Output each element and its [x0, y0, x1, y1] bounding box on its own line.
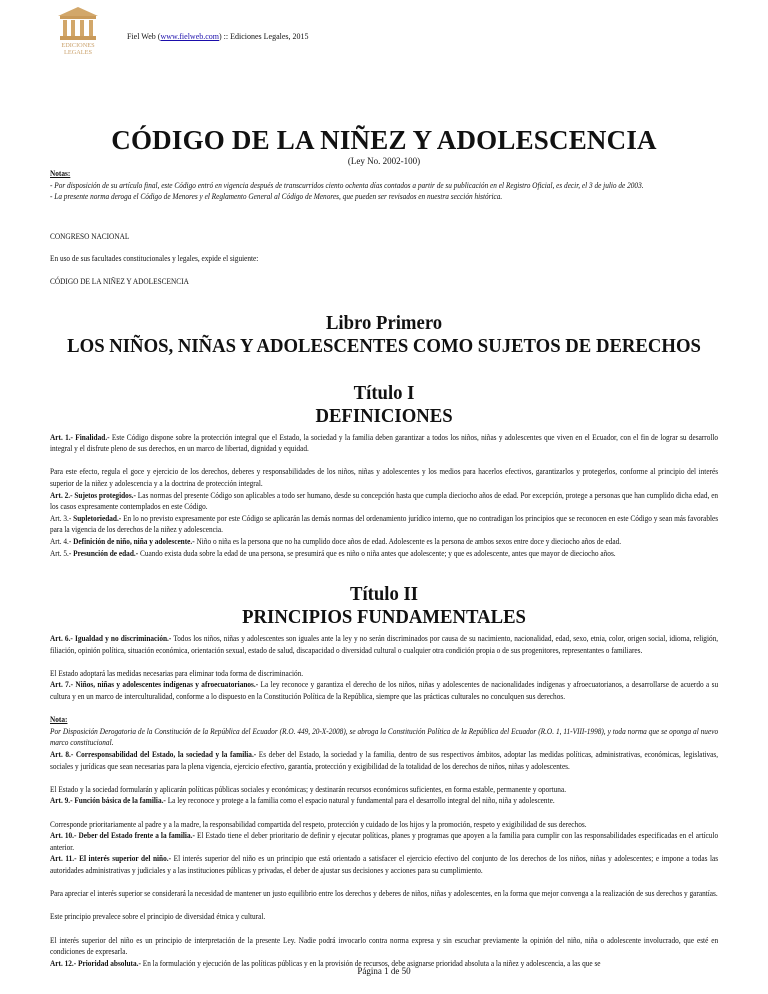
statement-line: CÓDIGO DE LA NIÑEZ Y ADOLESCENCIA — [50, 275, 189, 286]
document-body — [50, 168, 718, 969]
article-text: Las normas del presente Código son aplicables a todo ser humano, desde su concepción hasta que cumpla dieciocho años de edad. Por excepción, protege a personas que han cumplido dicha edad, en los casos expresamente contemplados en este Código. — [50, 489, 719, 512]
article-paragraph — [50, 432, 718, 455]
article-paragraph — [50, 513, 718, 536]
article-paragraph — [50, 466, 718, 489]
note-label: Nota: — [50, 714, 68, 725]
document-subtitle: (Ley No. 2002-100) — [347, 156, 421, 166]
svg-text:LEGALES: LEGALES — [64, 49, 92, 56]
article-text: Para este efecto, regula el goce y ejercicio de los derechos, deberes y responsabilidades de los niños, niñas y adolescentes y los medios para hacerlos efectivos, garantizarlos y protegerlos, conforme al principio del interés superior de la niñez y adolescencia y a la doctrina de protección integral. — [50, 466, 719, 488]
article-heading: Definición de niño, niña y adolescente.- — [73, 535, 195, 546]
article-text: Todos los niños, niñas y adolescentes son iguales ante la ley y no serán discriminados por causa de su nacimiento, nacionalidad, edad, sexo, etnia, color, origen social, idioma, religión, filiación, opinión política, situación económica, orientación sexual, estado de salud, discapacidad o diversidad cultural o cualquier otra condición propia o de sus progenitores, representantes o familiares. — [50, 633, 719, 655]
article-heading: Art. 7.- Niños, niñas y adolescentes indígenas y afroecuatorianos.- — [50, 679, 259, 690]
article-heading: Art. 9.- Función básica de la familia.- — [50, 795, 166, 806]
note-label: Notas: — [50, 168, 71, 178]
note-text: - La presente norma deroga el Código de Menores y el Reglamento General al Código de Menores, que pueden ser revisados en nuestra sección histórica. — [50, 191, 503, 202]
article-paragraph — [50, 911, 718, 923]
section-heading — [50, 312, 718, 358]
header-prefix: Fiel Web ( — [127, 32, 161, 41]
article-heading: Art. 8.- Corresponsabilidad del Estado, la sociedad y la familia.- — [50, 749, 257, 760]
article-heading: Art. 1.- Finalidad.- — [50, 431, 110, 442]
document-title: CÓDIGO DE LA NIÑEZ Y ADOLESCENCIA — [111, 125, 657, 155]
page-number: Página 1 de 50 — [357, 966, 411, 976]
article-text: El interés superior del niño es un principio que está orientado a satisfacer el ejercicio efectivo del conjunto de los derechos de los niños, niñas y adolescentes; e impone a todas las autoridades administrativas y judiciales y a las instituciones públicas y privadas, el deber de ajustar sus decisiones y acciones para su cumplimiento. — [50, 853, 719, 875]
header-suffix: ) :: Ediciones Legales, 2015 — [219, 32, 309, 41]
article-paragraph — [50, 548, 718, 560]
ediciones-legales-logo — [54, 4, 102, 56]
note-text: - Por disposición de su artículo final, este Código entró en vigencia después de transcurridos ciento ochenta días contados a partir de su publicación en el Registro Oficial, es decir, el 3 de julio de 2003. — [50, 179, 644, 190]
heading-line: Libro Primero — [325, 311, 443, 334]
article-paragraph — [50, 935, 718, 958]
article-text: El interés superior del niño es un principio de interpretación de la presente Ley. Nadie podrá invocarlo contra norma expresa y sin escuchar previamente la opinión del niño, niña o adolescente involucrado, que esté en condiciones de expresarla. — [50, 934, 719, 957]
article-text: Niño o niña es la persona que no ha cumplido doce años de edad. Adolescente es la persona de ambos sexos entre doce y dieciocho años de edad. — [194, 535, 622, 546]
article-text: Corresponde prioritariamente al padre y a la madre, la responsabilidad compartida del respeto, protección y cuidado de los hijos y la promoción, respeto y exigibilidad de sus derechos. — [50, 818, 587, 829]
article-text: Este Código dispone sobre la protección integral que el Estado, la sociedad y la familia deben garantizar a todos los niños, niñas y adolescentes que viven en el Ecuador, con el fin de lograr su desarrollo integral y el disfrute pleno de sus derechos, en un marco de libertad, dignidad y equidad. — [50, 431, 719, 454]
article-paragraph — [50, 784, 718, 796]
section-heading — [50, 583, 718, 629]
article-heading: Art. 12.- Prioridad absoluta.- — [50, 957, 141, 968]
article-paragraph — [50, 830, 718, 853]
heading-line: Título I — [353, 381, 415, 404]
heading-line: DEFINICIONES — [315, 404, 453, 427]
article-paragraph — [50, 795, 718, 807]
svg-text:EDICIONES: EDICIONES — [61, 42, 95, 49]
article-heading: Art. 6.- Igualdad y no discriminación.- — [50, 633, 172, 644]
article-number: Art. 5.- — [50, 547, 74, 558]
article-heading: Art. 2.- Sujetos protegidos.- — [50, 489, 136, 500]
article-paragraph — [50, 853, 718, 876]
article-heading: Art. 10.- Deber del Estado frente a la familia.- — [50, 830, 195, 841]
article-paragraph — [50, 679, 718, 702]
article-text: Es deber del Estado, la sociedad y la familia, dentro de sus respectivos ámbitos, adoptar las medidas políticas, administrativas, económicas, legislativas, sociales y jurídicas que sean necesarias para la plena vigencia, ejercicio efectivo, garantía, protección y exigibilidad de la totalidad de los derechos de niños, niñas y adolescentes. — [50, 749, 719, 771]
article-text: Para apreciar el interés superior se considerará la necesidad de mantener un justo equilibrio entre los derechos y deberes de niños, niñas y adolescentes, en la forma que mejor convenga a la realización de sus derechos y garantías. — [50, 888, 718, 899]
page-header — [127, 32, 309, 41]
fielweb-link[interactable]: www.fielweb.com — [160, 32, 220, 41]
heading-line: Título II — [350, 583, 419, 606]
article-paragraph — [50, 888, 718, 900]
article-text: Este principio prevalece sobre el principio de diversidad étnica y cultural. — [50, 911, 266, 922]
article-text: La ley reconoce y garantiza el derecho de los niños, niñas y adolescentes de nacionalidades indígenas y afroecuatorianos, a desarrollarse de acuerdo a su cultura y en un marco de interculturalidad, conforme a lo dispuesto en la Constitución Política de la República, siempre que las prácticas culturales no conculquen sus derechos. — [50, 679, 719, 702]
note-text: Por Disposición Derogatoria de la Constitución de la República del Ecuador (R.O. 449, 20-X-2008), se abroga la Constitución Política de la República del Ecuador (R.O. 1, 11-VIII-1998), y toda norma que se oponga al nuevo marco constitucional. — [50, 725, 719, 748]
article-text: En lo no previsto expresamente por este Código se aplicarán las demás normas del ordenamiento jurídico interno, que no contradigan los principios que se reconocen en este Código y sean más favorables para la vigencia de los derechos de la niñez y adolescencia. — [50, 512, 719, 535]
article-text: El Estado adoptará las medidas necesarias para eliminar toda forma de discriminación. — [50, 667, 304, 678]
article-paragraph — [50, 490, 718, 513]
article-heading: Art. 11.- El interés superior del niño.- — [50, 853, 172, 864]
article-text: El Estado y la sociedad formularán y aplicarán políticas públicas sociales y económicas; y destinarán recursos económicos suficientes, en forma estable, permanente y oportuna. — [50, 783, 567, 794]
article-heading: Presunción de edad.- — [73, 547, 139, 558]
article-paragraph — [50, 819, 718, 831]
article-number: Art. 4.- — [50, 535, 74, 546]
statement-line: En uso de sus facultades constitucionales y legales, expide el siguiente: — [50, 253, 259, 264]
article-paragraph — [50, 749, 718, 772]
article-text: El Estado tiene el deber prioritario de definir y ejecutar políticas, planes y programas que apoyen a la familia para cumplir con las responsabilidades especificadas en el artículo anterior. — [50, 830, 719, 852]
article-text: Cuando exista duda sobre la edad de una persona, se presumirá que es niño o niña antes que adolescente; y que es adolescente, antes que mayor de dieciocho años. — [138, 547, 616, 558]
article-paragraph — [50, 668, 718, 680]
article-text: En la formulación y ejecución de las políticas públicas y en la provisión de recursos, debe asignarse prioridad absoluta a la niñez y adolescencia, a las que se — [140, 957, 601, 968]
article-heading: Supletoriedad.- — [73, 512, 122, 523]
article-paragraph — [50, 536, 718, 548]
section-heading — [50, 382, 718, 428]
heading-line: PRINCIPIOS FUNDAMENTALES — [242, 606, 526, 629]
heading-line: LOS NIÑOS, NIÑAS Y ADOLESCENTES COMO SUJETOS DE DERECHOS — [67, 334, 701, 357]
article-paragraph — [50, 633, 718, 656]
statement-line: CONGRESO NACIONAL — [50, 230, 130, 241]
article-text: La ley reconoce y protege a la familia como el espacio natural y fundamental para el desarrollo integral del niño, niña y adolescente. — [165, 795, 555, 806]
article-number: Art. 3.- — [50, 512, 74, 523]
